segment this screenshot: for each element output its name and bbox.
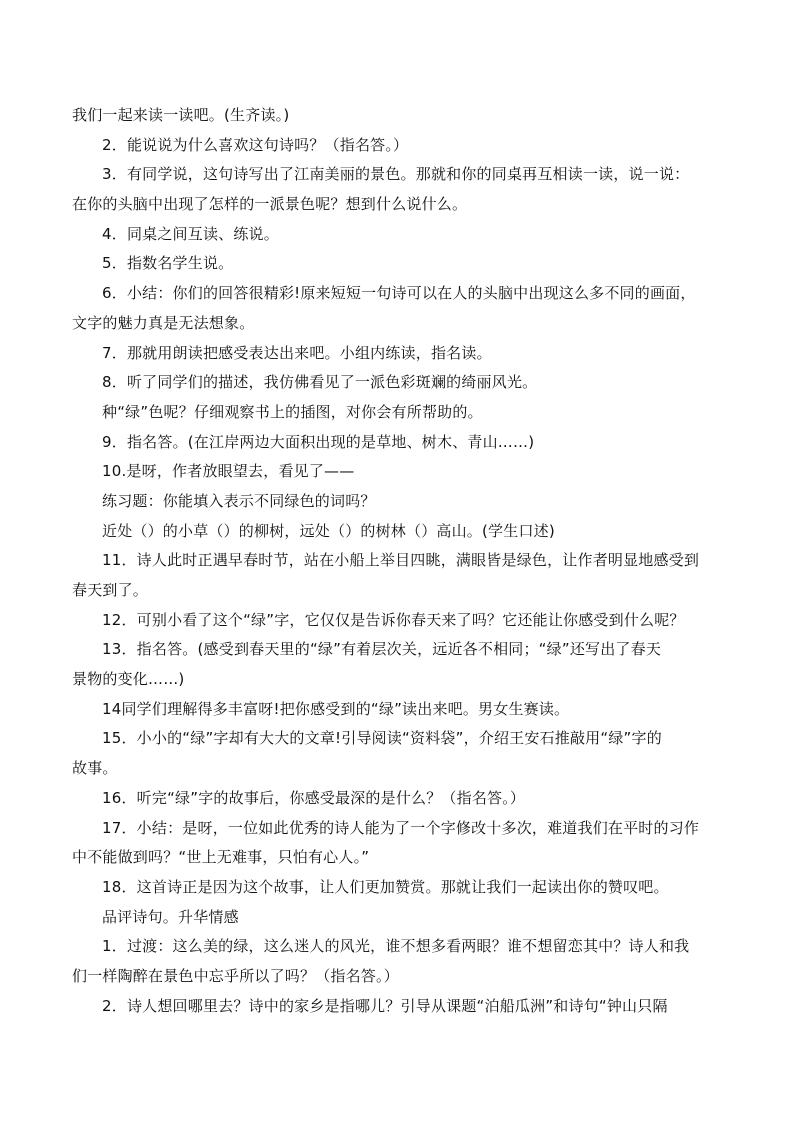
text-line: 们一样陶醉在景色中忘乎所以了吗？（指名答。） xyxy=(72,966,399,985)
document-body xyxy=(72,101,722,1021)
text-line: 10.是呀，作者放眼望去，看见了—— xyxy=(102,462,355,481)
text-line: 7．那就用朗读把感受表达出来吧。小组内练读，指名读。 xyxy=(102,343,492,362)
text-line: 种“绿”色呢？仔细观察书上的插图，对你会有所帮助的。 xyxy=(102,402,483,421)
text-line: 4．同桌之间互读、练说。 xyxy=(102,224,279,243)
text-line: 2．诗人想回哪里去？诗中的家乡是指哪儿？引导从课题“泊船瓜洲”和诗句“钟山只隔 xyxy=(102,996,668,1015)
text-line: 在你的头脑中出现了怎样的一派景色呢？想到什么说什么。 xyxy=(72,195,468,214)
text-line: 景物的变化……) xyxy=(72,670,185,689)
text-line: 练习题：你能填入表示不同绿色的词吗？ xyxy=(102,491,376,510)
section-heading: 品评诗句。升华情感 xyxy=(102,907,239,926)
text-line: 文字的魅力真是无法想象。 xyxy=(72,313,255,332)
text-line: 17．小结：是呀，一位如此优秀的诗人能为了一个字修改十多次，难道我们在平时的习作 xyxy=(102,818,700,837)
text-line: 8．听了同学们的描述，我仿佛看见了一派色彩斑斓的绮丽风光。 xyxy=(102,373,538,392)
text-line: 9．指名答。(在江岸两边大面积出现的是草地、树木、青山……) xyxy=(102,432,535,451)
text-line: 18．这首诗正是因为这个故事，让人们更加赞赏。那就让我们一起读出你的赞叹吧。 xyxy=(102,877,669,896)
text-line: 12．可别小看了这个“绿”字，它仅仅是告诉你春天来了吗？它还能让你感受到什么呢？ xyxy=(102,610,685,629)
text-line: 16．听完“绿”字的故事后，你感受最深的是什么？（指名答。） xyxy=(102,788,526,807)
text-line: 14同学们理解得多丰富呀!把你感受到的“绿”读出来吧。男女生赛读。 xyxy=(102,699,570,718)
text-line: 春天到了。 xyxy=(72,581,149,599)
text-line: 6．小结：你们的回答很精彩!原来短短一句诗可以在人的头脑中出现这么多不同的画面， xyxy=(102,284,696,303)
text-line: 13．指名答。(感受到春天里的“绿”有着层次关，远近各不相同；“绿”还写出了春天 xyxy=(102,640,662,659)
text-line: 3．有同学说，这句诗写出了江南美丽的景色。那就和你的同桌再互相读一读，说一说： xyxy=(102,165,690,184)
text-line: 故事。 xyxy=(72,759,118,778)
text-line: 近处（）的小草（）的柳树，远处（）的树林（）高山。(学生口述) xyxy=(102,521,555,540)
text-line: 15．小小的“绿”字却有大大的文章!引导阅读“资料袋”，介绍王安石推敲用“绿”字的 xyxy=(102,729,662,748)
text-line: 中不能做到吗？“世上无难事，只怕有心人。” xyxy=(72,848,370,867)
text-line: 5．指数名学生说。 xyxy=(102,254,234,273)
text-line: 1．过渡：这么美的绿，这么迷人的风光，谁不想多看两眼？谁不想留恋其中？诗人和我 xyxy=(102,937,690,956)
text-line: 我们一起来读一读吧。(生齐读。) xyxy=(72,106,290,124)
text-line: 2．能说说为什么喜欢这句诗吗？（指名答。） xyxy=(102,135,409,154)
text-line: 11．诗人此时正遇早春时节，站在小船上举目四眺，满眼皆是绿色，让作者明显地感受到 xyxy=(102,551,700,570)
